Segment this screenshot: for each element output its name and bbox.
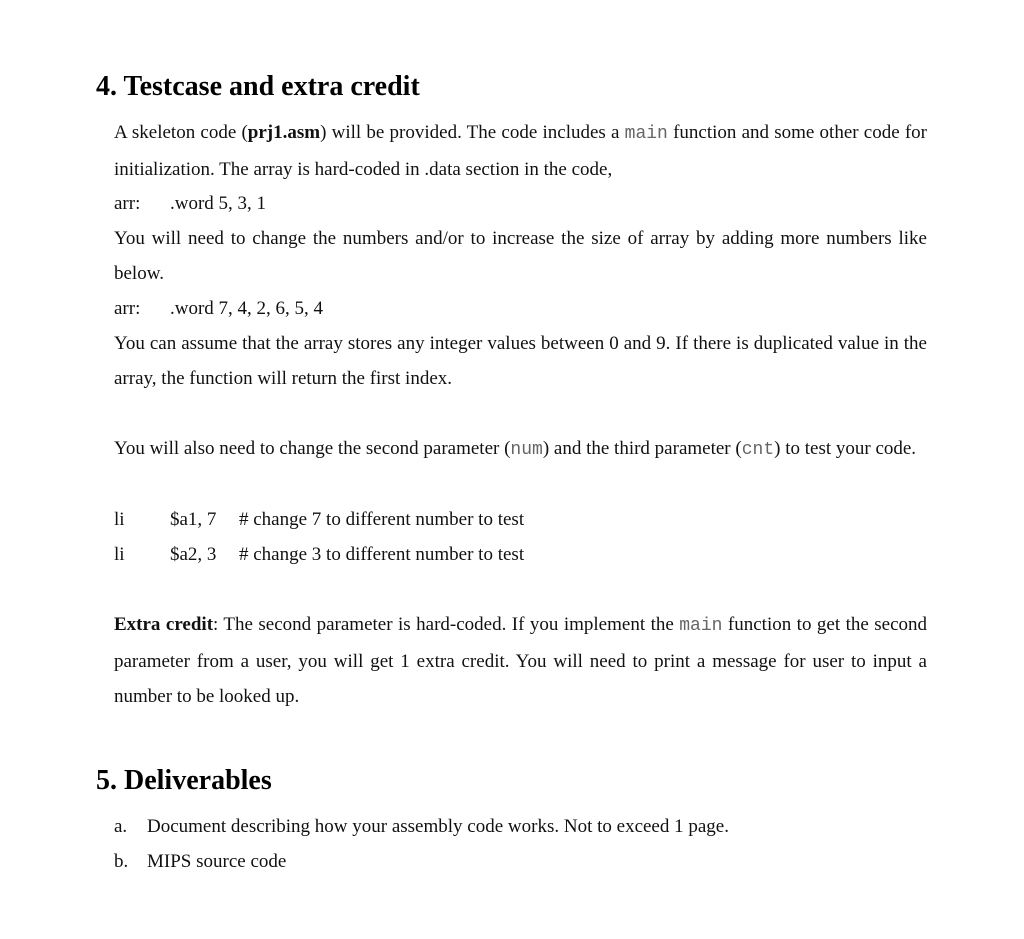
paragraph-extra-credit: Extra credit: The second parameter is hard-coded. If you implement the main function to get the second parameter from a user, you will get 1 extra credit. You will need to print a message for user to input a number to be looked up. [114, 614, 927, 707]
paragraph-parameters: You will also need to change the second parameter (num) and the third parameter (cnt) to test your code. [114, 438, 917, 460]
array-directive: .word 5, 3, 1 [170, 193, 267, 214]
paragraph-change-numbers: You will need to change the numbers and/or to increase the size of array by adding more numbers like below. [114, 228, 927, 284]
list-marker: a. [114, 816, 128, 837]
deliverable-text: MIPS source code [147, 851, 287, 872]
paragraph-skeleton-code: A skeleton code (prj1.asm) will be provided. The code includes a main function and some other code for initialization. The array is hard-coded in .data section in the code, [114, 122, 928, 180]
code-cnt: cnt [741, 440, 775, 460]
instruction-comment: # change 3 to different number to test [239, 544, 525, 565]
filename-prj1: prj1.asm [247, 122, 321, 143]
code-main: main [624, 124, 668, 144]
list-marker: b. [114, 851, 129, 872]
array-label: arr: [114, 298, 141, 319]
array-label: arr: [114, 193, 141, 214]
section-4-heading: 4. Testcase and extra credit [96, 71, 420, 102]
code-main: main [679, 616, 723, 636]
code-num: num [510, 440, 543, 460]
instruction-comment: # change 7 to different number to test [239, 509, 525, 530]
deliverable-text: Document describing how your assembly code works. Not to exceed 1 page. [147, 816, 729, 837]
instruction-args: $a1, 7 [170, 509, 217, 530]
instruction-args: $a2, 3 [170, 544, 217, 565]
paragraph-array-assumption: You can assume that the array stores any integer values between 0 and 9. If there is duplicated value in the array, the function will return the first index. [114, 333, 927, 389]
instruction-op: li [114, 509, 125, 530]
array-directive: .word 7, 4, 2, 6, 5, 4 [170, 298, 324, 319]
instruction-op: li [114, 544, 125, 565]
section-5-heading: 5. Deliverables [96, 765, 272, 796]
extra-credit-label: Extra credit [114, 614, 214, 635]
